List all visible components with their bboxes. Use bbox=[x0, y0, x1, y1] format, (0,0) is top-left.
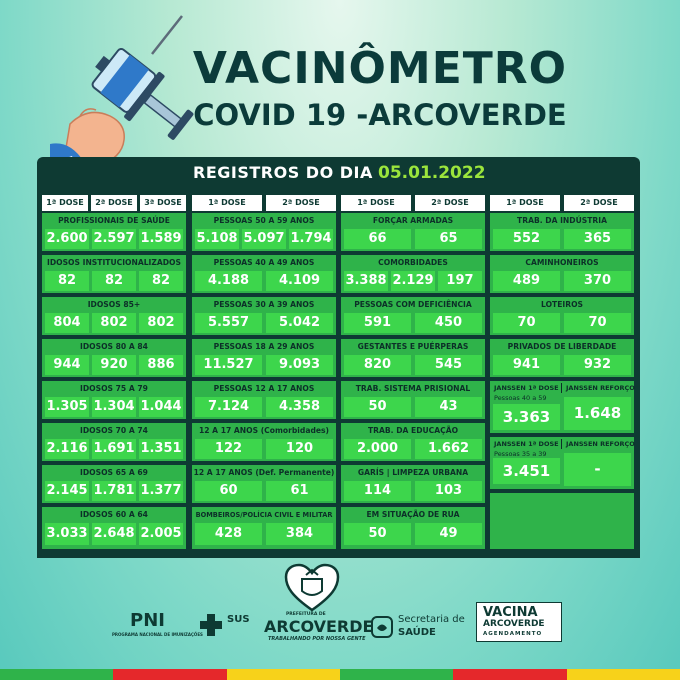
group-box bbox=[341, 381, 485, 419]
group-box bbox=[42, 507, 186, 549]
dose-header: 1ª DOSE bbox=[341, 195, 411, 211]
stripe-red bbox=[113, 669, 226, 680]
heart-crest-icon bbox=[284, 563, 340, 613]
value-cell: 1.781 bbox=[92, 481, 136, 501]
vacina-label: VACINA bbox=[483, 605, 538, 620]
group-box bbox=[490, 255, 634, 293]
vacina-arcoverde-label: ARCOVERDE bbox=[483, 619, 545, 629]
divider bbox=[561, 383, 562, 393]
group-box bbox=[341, 465, 485, 503]
saude-icon bbox=[371, 616, 393, 638]
group-label: CAMINHONEIROS bbox=[525, 258, 599, 267]
value-cell: 50 bbox=[344, 397, 411, 417]
group-box bbox=[192, 507, 336, 549]
value-cell: 103 bbox=[415, 481, 482, 501]
value-cell: 4.109 bbox=[266, 271, 333, 291]
value-cell: 2.000 bbox=[344, 439, 411, 459]
value-cell: 941 bbox=[493, 355, 560, 375]
group-label: PESSOAS COM DEFICIÊNCIA bbox=[354, 300, 472, 309]
group-box bbox=[192, 465, 336, 503]
janssen-age-label: Pessoas 35 a 39 bbox=[494, 450, 547, 458]
stripe-yellow bbox=[567, 669, 680, 680]
group-box bbox=[490, 339, 634, 377]
pni-subtitle: PROGRAMA NACIONAL DE IMUNIZAÇÕES bbox=[112, 632, 203, 637]
value-cell: 2.597 bbox=[92, 229, 136, 249]
dose-header: 2ª DOSE bbox=[415, 195, 485, 211]
value-cell: 5.557 bbox=[195, 313, 262, 333]
value-cell: 5.097 bbox=[242, 229, 286, 249]
value-cell: 1.589 bbox=[139, 229, 183, 249]
value-cell: 1.794 bbox=[289, 229, 333, 249]
group-label: IDOSOS 85+ bbox=[87, 300, 141, 309]
value-cell: 3.451 bbox=[493, 458, 560, 484]
value-cell: 70 bbox=[493, 313, 560, 333]
value-cell: 1.305 bbox=[45, 397, 89, 417]
value-cell: 50 bbox=[344, 523, 411, 545]
group-box bbox=[341, 213, 485, 251]
sus-logo: SUS bbox=[227, 614, 250, 625]
value-cell: - bbox=[564, 453, 631, 486]
value-cell: 450 bbox=[415, 313, 482, 333]
vacina-arcoverde-logo bbox=[476, 602, 562, 642]
value-cell: 60 bbox=[195, 481, 262, 501]
group-box bbox=[341, 507, 485, 549]
empty-box bbox=[490, 493, 634, 549]
group-box bbox=[341, 339, 485, 377]
value-cell: 920 bbox=[92, 355, 136, 375]
value-cell: 802 bbox=[139, 313, 183, 333]
group-label: PESSOAS 40 A 49 ANOS bbox=[213, 258, 315, 267]
value-cell: 49 bbox=[415, 523, 482, 545]
value-cell: 11.527 bbox=[195, 355, 262, 375]
saude-label: SAÚDE bbox=[398, 627, 436, 638]
group-label: PROFISSIONAIS DE SAÚDE bbox=[58, 216, 170, 225]
value-cell: 802 bbox=[92, 313, 136, 333]
value-cell: 1.691 bbox=[92, 439, 136, 459]
group-label: IDOSOS 80 A 84 bbox=[80, 342, 148, 351]
value-cell: 61 bbox=[266, 481, 333, 501]
banner-date: 05.01.2022 bbox=[378, 163, 486, 183]
value-cell: 370 bbox=[564, 271, 631, 291]
value-cell: 5.108 bbox=[195, 229, 239, 249]
group-label: IDOSOS 65 A 69 bbox=[80, 468, 148, 477]
stripe-green bbox=[340, 669, 453, 680]
value-cell: 43 bbox=[415, 397, 482, 417]
value-cell: 114 bbox=[344, 481, 411, 501]
value-cell: 3.363 bbox=[493, 404, 560, 430]
group-box bbox=[42, 423, 186, 461]
group-box bbox=[490, 213, 634, 251]
prefeitura-label: PREFEITURA DE bbox=[286, 612, 326, 617]
value-cell: 1.044 bbox=[139, 397, 183, 417]
group-box bbox=[42, 213, 186, 251]
value-cell: 65 bbox=[415, 229, 482, 249]
banner-label: REGISTROS DO DIA bbox=[193, 163, 373, 182]
stripe-yellow bbox=[227, 669, 340, 680]
value-cell: 70 bbox=[564, 313, 631, 333]
value-cell: 7.124 bbox=[195, 397, 262, 417]
agendamento-label: AGENDAMENTO bbox=[483, 631, 543, 637]
stripe-green bbox=[0, 669, 113, 680]
value-cell: 886 bbox=[139, 355, 183, 375]
group-label: EM SITUAÇÃO DE RUA bbox=[366, 510, 460, 519]
value-cell: 820 bbox=[344, 355, 411, 375]
value-cell: 197 bbox=[438, 271, 482, 291]
dose-header: 1ª DOSE bbox=[490, 195, 560, 211]
value-cell: 552 bbox=[493, 229, 560, 249]
value-cell: 5.042 bbox=[266, 313, 333, 333]
column-4 bbox=[490, 195, 634, 550]
group-label: FORÇAR ARMADAS bbox=[372, 216, 454, 225]
group-label: IDOSOS 75 A 79 bbox=[80, 384, 148, 393]
value-cell: 804 bbox=[45, 313, 89, 333]
group-label: IDOSOS 70 A 74 bbox=[80, 426, 148, 435]
group-box bbox=[192, 381, 336, 419]
value-cell: 2.116 bbox=[45, 439, 89, 459]
dose-header: 1ª DOSE bbox=[192, 195, 262, 211]
dose-header: 2ª DOSE bbox=[266, 195, 336, 211]
value-cell: 1.351 bbox=[139, 439, 183, 459]
group-box bbox=[42, 297, 186, 335]
group-box bbox=[341, 255, 485, 293]
group-label: TRAB. DA INDÚSTRIA bbox=[517, 216, 607, 225]
group-label: IDOSOS 60 A 64 bbox=[80, 510, 148, 519]
group-box bbox=[42, 255, 186, 293]
divider bbox=[561, 439, 562, 449]
group-box bbox=[192, 213, 336, 251]
value-cell: 1.304 bbox=[92, 397, 136, 417]
group-label: 12 A 17 ANOS (Def. Permanente) bbox=[193, 468, 335, 477]
dose-header: 2ª DOSE bbox=[564, 195, 634, 211]
arcoverde-logo: ARCOVERDE bbox=[264, 617, 374, 636]
value-cell: 489 bbox=[493, 271, 560, 291]
group-box bbox=[42, 339, 186, 377]
value-cell: 944 bbox=[45, 355, 89, 375]
group-box bbox=[490, 297, 634, 335]
value-cell: 1.377 bbox=[139, 481, 183, 501]
group-label: PRIVADOS DE LIBERDADE bbox=[507, 342, 617, 351]
group-label: GARÍS | LIMPEZA URBANA bbox=[357, 468, 469, 477]
janssen-first-label: JANSSEN 1ª DOSE bbox=[494, 384, 559, 392]
value-cell: 932 bbox=[564, 355, 631, 375]
slogan: TRABALHANDO POR NOSSA GENTE bbox=[268, 636, 366, 642]
group-label: LOTEIROS bbox=[541, 300, 583, 309]
value-cell: 4.188 bbox=[195, 271, 262, 291]
dose-header: 1ª DOSE bbox=[42, 195, 88, 211]
value-cell: 2.648 bbox=[92, 523, 136, 545]
value-cell: 384 bbox=[266, 523, 333, 545]
group-label: PESSOAS 30 A 39 ANOS bbox=[213, 300, 315, 309]
value-cell: 1.648 bbox=[564, 397, 631, 430]
group-box bbox=[341, 423, 485, 461]
janssen-age-label: Pessoas 40 a 59 bbox=[494, 394, 547, 402]
janssen-box bbox=[490, 437, 634, 489]
value-cell: 2.600 bbox=[45, 229, 89, 249]
value-cell: 122 bbox=[195, 439, 262, 459]
janssen-booster-label: JANSSEN REFORÇO bbox=[566, 440, 635, 448]
janssen-box bbox=[490, 381, 634, 433]
value-cell: 428 bbox=[195, 523, 262, 545]
group-label: GESTANTES E PUÉRPERAS bbox=[357, 342, 469, 351]
title-sub: COVID 19 -ARCOVERDE bbox=[193, 98, 567, 132]
dose-header: 2ª DOSE bbox=[91, 195, 137, 211]
title-main: VACINÔMETRO bbox=[192, 43, 568, 94]
value-cell: 4.358 bbox=[266, 397, 333, 417]
value-cell: 365 bbox=[564, 229, 631, 249]
value-cell: 9.093 bbox=[266, 355, 333, 375]
value-cell: 82 bbox=[139, 271, 183, 291]
value-cell: 2.145 bbox=[45, 481, 89, 501]
value-cell: 545 bbox=[415, 355, 482, 375]
group-label: TRAB. SISTEMA PRISIONAL bbox=[355, 384, 471, 393]
value-cell: 82 bbox=[45, 271, 89, 291]
group-label: COMORBIDADES bbox=[378, 258, 448, 267]
column-2 bbox=[192, 195, 336, 550]
value-cell: 120 bbox=[266, 439, 333, 459]
group-box bbox=[192, 297, 336, 335]
value-cell: 3.388 bbox=[344, 271, 388, 291]
group-label: PESSOAS 12 A 17 ANOS bbox=[213, 384, 315, 393]
group-label: PESSOAS 18 A 29 ANOS bbox=[213, 342, 315, 351]
janssen-booster-label: JANSSEN REFORÇO bbox=[566, 384, 635, 392]
group-box bbox=[341, 297, 485, 335]
group-label: 12 A 17 ANOS (Comorbidades) bbox=[198, 426, 330, 435]
value-cell: 591 bbox=[344, 313, 411, 333]
value-cell: 2.129 bbox=[391, 271, 435, 291]
column-3 bbox=[341, 195, 485, 550]
group-label: TRAB. DA EDUCAÇÃO bbox=[367, 426, 459, 435]
value-cell: 2.005 bbox=[139, 523, 183, 545]
footer-stripe bbox=[0, 669, 680, 680]
value-cell: 3.033 bbox=[45, 523, 89, 545]
stripe-red bbox=[453, 669, 566, 680]
group-box bbox=[192, 339, 336, 377]
secretaria-label: Secretaria de bbox=[398, 614, 465, 625]
group-label: PESSOAS 50 A 59 ANOS bbox=[213, 216, 315, 225]
sus-cross-icon bbox=[198, 612, 224, 638]
janssen-first-label: JANSSEN 1ª DOSE bbox=[494, 440, 559, 448]
pni-logo: PNI bbox=[130, 610, 165, 631]
column-1 bbox=[42, 195, 186, 550]
group-label: BOMBEIROS/POLÍCIA CIVIL E MILITAR bbox=[195, 511, 333, 519]
group-box bbox=[42, 381, 186, 419]
dose-header: 3ª DOSE bbox=[140, 195, 186, 211]
group-box bbox=[42, 465, 186, 503]
value-cell: 82 bbox=[92, 271, 136, 291]
group-box bbox=[192, 423, 336, 461]
value-cell: 1.662 bbox=[415, 439, 482, 459]
group-label: IDOSOS INSTITUCIONALIZADOS bbox=[47, 258, 181, 267]
value-cell: 66 bbox=[344, 229, 411, 249]
group-box bbox=[192, 255, 336, 293]
